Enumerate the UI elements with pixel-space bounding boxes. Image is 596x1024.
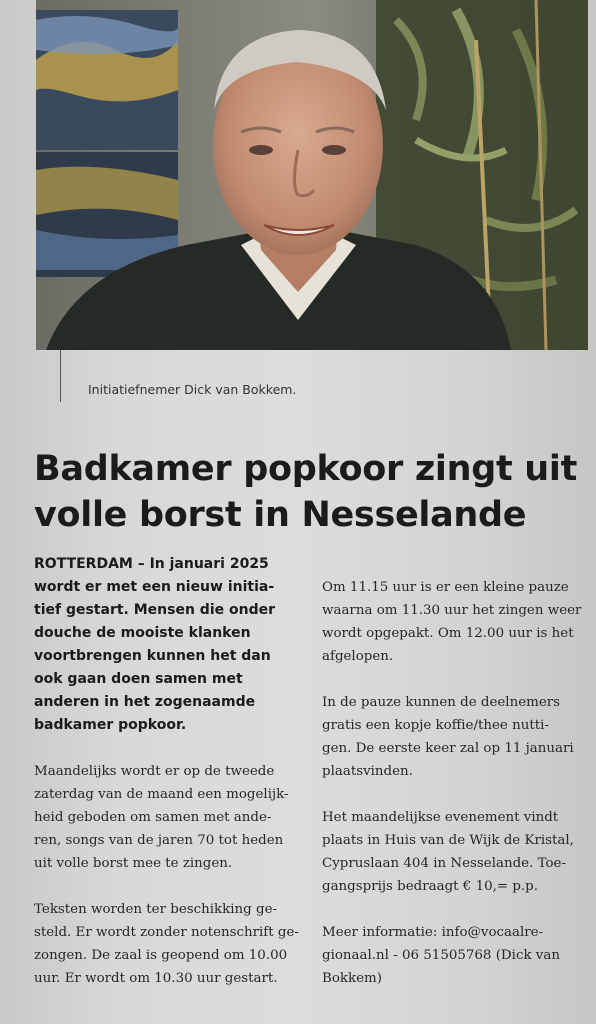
- headline-line: volle borst in Nesselande: [34, 495, 527, 535]
- lead-paragraph: [34, 553, 294, 737]
- lead-line: voortbrengen kunnen het dan: [34, 648, 271, 664]
- body-line: gangsprijs bedraagt € 10,= p.p.: [322, 879, 539, 894]
- body-line: heid geboden om samen met ande-: [34, 810, 272, 825]
- lead-line: ook gaan doen samen met: [34, 671, 243, 687]
- body-line: Teksten worden ter beschikking ge-: [34, 902, 278, 917]
- lead-line: wordt er met een nieuw initia-: [34, 579, 275, 595]
- headline: [34, 446, 590, 538]
- body-line: In de pauze kunnen de deelnemers: [322, 695, 561, 710]
- body-line: gratis een kopje koffie/thee nutti-: [322, 718, 549, 733]
- body-line: uit volle borst mee te zingen.: [34, 856, 233, 871]
- portrait-photo: [36, 0, 588, 350]
- body-paragraph: [322, 806, 584, 898]
- portrait-illustration: [36, 0, 588, 350]
- lead-line: ROTTERDAM – In januari 2025: [34, 556, 269, 572]
- body-line: gen. De eerste keer zal op 11 januari: [322, 741, 574, 756]
- caption-rule: [60, 350, 61, 402]
- article-column-left: [34, 553, 299, 990]
- body-paragraph: [322, 921, 584, 990]
- body-line: zaterdag van de maand een mogelijk-: [34, 787, 289, 802]
- body-line: zongen. De zaal is geopend om 10.00: [34, 948, 288, 963]
- body-paragraph: [322, 576, 584, 668]
- body-line: ren, songs van de jaren 70 tot heden: [34, 833, 284, 848]
- body-paragraph: [322, 691, 584, 783]
- body-line: Cypruslaan 404 in Nesselande. Toe-: [322, 856, 566, 871]
- body-line: afgelopen.: [322, 649, 394, 664]
- body-line: Meer informatie: info@vocaalre-: [322, 925, 544, 940]
- body-paragraph: [34, 760, 294, 875]
- body-line: Bokkem): [322, 971, 382, 986]
- body-line: waarna om 11.30 uur het zingen weer: [322, 603, 582, 618]
- lead-line: douche de mooiste klanken: [34, 625, 251, 641]
- lead-line: tief gestart. Mensen die onder: [34, 602, 275, 618]
- body-line: Het maandelijkse evenement vindt: [322, 810, 559, 825]
- body-line: uur. Er wordt om 10.30 uur gestart.: [34, 971, 278, 986]
- body-line: wordt opgepakt. Om 12.00 uur is het: [322, 626, 574, 641]
- body-line: plaatsvinden.: [322, 764, 413, 779]
- body-line: plaats in Huis van de Wijk de Kristal,: [322, 833, 574, 848]
- body-line: steld. Er wordt zonder notenschrift ge-: [34, 925, 299, 940]
- lead-line: anderen in het zogenaamde: [34, 694, 256, 710]
- lead-line: badkamer popkoor.: [34, 717, 187, 733]
- body-line: gionaal.nl - 06 51505768 (Dick van: [322, 948, 560, 963]
- headline-line: Badkamer popkoor zingt uit: [34, 449, 578, 489]
- article-column-right: [322, 553, 584, 990]
- body-paragraph: [34, 898, 299, 990]
- body-line: Maandelijks wordt er op de tweede: [34, 764, 275, 779]
- body-line: Om 11.15 uur is er een kleine pauze: [322, 580, 569, 595]
- photo-caption: Initiatiefnemer Dick van Bokkem.: [88, 382, 297, 397]
